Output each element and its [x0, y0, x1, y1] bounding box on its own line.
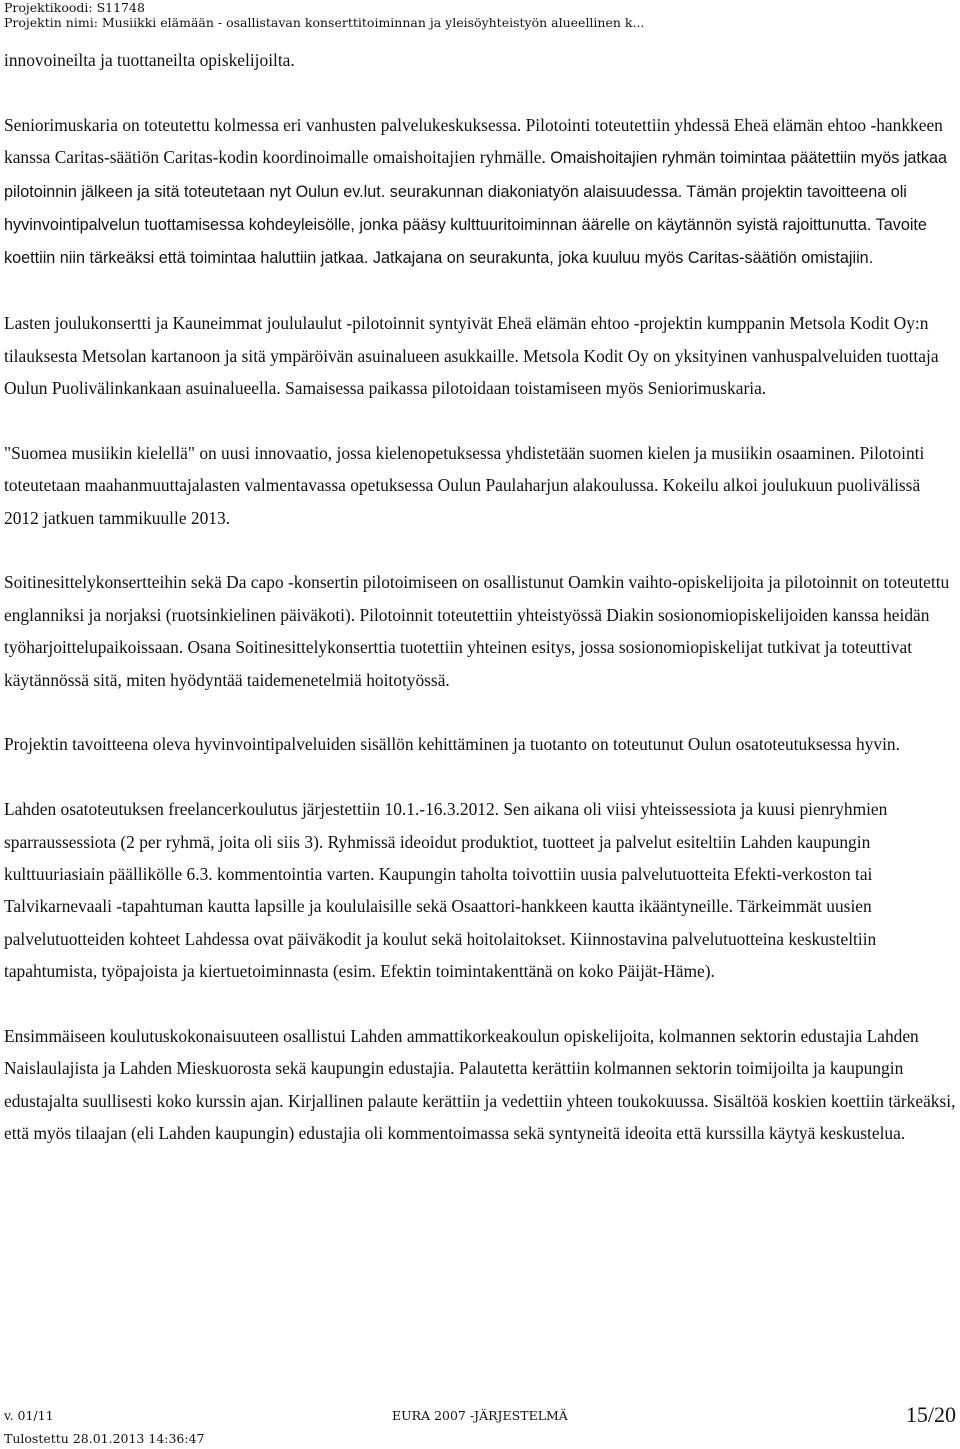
- paragraph-text: "Suomea musiikin kielellä" on uusi innovaatio, jossa kielenopetuksessa yhdistetään suomen kielen ja musiikin osaaminen. Pilotointi toteutetaan maahanmuuttajalasten valmentavassa opetuksessa Oulun Paulaharjun alakoulussa. Kokeilu alkoi joulukuun puolivälissä 2012 jatkuen tammikuulle 2013.: [4, 442, 925, 528]
- project-code: Projektikoodi: S11748: [4, 0, 145, 15]
- paragraph: [4, 728, 959, 760]
- print-timestamp: Tulostettu 28.01.2013 14:36:47: [4, 1431, 205, 1446]
- project-name: Projektin nimi: Musiikki elämään - osallistavan konserttitoiminnan ja yleisöyhteistyön alueellinen k...: [4, 15, 645, 30]
- paragraph-text: Lahden osatoteutuksen freelancerkoulutus järjestettiin 10.1.-16.3.2012. Sen aikana oli viisi yhteissessiota ja kuusi pienryhmien sparraussessiota (2 per ryhmä, joita oli siis 3). Ryhmissä ideoidut produktiot, tuotteet ja palvelut esiteltiin Lahden kaupungin kulttuuriasiain päällikölle 6.3. kommentointia varten. Kaupungin taholta toivottiin uusia palvelutuotteita Efekti-verkoston tai Talvikarnevaali -tapahtuman kautta lapsille ja koululaisille sekä Osaattori-hankkeen kautta ikääntyneille. Tärkeimmät uusien palvelutuotteiden kohteet Lahdessa ovat päiväkodit ja koulut sekä hoitolaitokset. Kiinnostavina palvelutuotteina keskusteltiin tapahtumista, työpajoista ja kiertuetoiminnasta (esim. Efektin toimintakenttänä on koko Päijät-Häme).: [4, 799, 888, 982]
- paragraph-text-sans: Omaishoitajien ryhmän toimintaa päätettiin myös jatkaa pilotoinnin jälkeen ja sitä toteutetaan nyt Oulun ev.lut. seurakunnan diakoniatyön alaisuudessa. Tämän projektin tavoitteena oli hyvinvointipalvelun tuottamisessa kohdeyleisölle, jonka pääsy kulttuuritoiminnan äärelle on käytännön syistä rajoittunutta. Tavoite koettiin niin tärkeäksi että toimintaa haluttiin jatkaa. Jatkajana on seurakunta, joka kuuluu myös Caritas-säätiön omistajiin.: [4, 149, 948, 268]
- page-number: 15/20: [905, 1402, 956, 1427]
- page-footer: [0, 1402, 960, 1449]
- paragraph: [4, 307, 959, 404]
- paragraph: [4, 437, 959, 534]
- page-header: [4, 0, 644, 30]
- paragraph-text: Projektin tavoitteena oleva hyvinvointipalveluiden sisällön kehittäminen ja tuotanto on toteutunut Oulun osatoteutuksessa hyvin.: [4, 734, 900, 755]
- paragraph: [4, 44, 959, 76]
- paragraph: [4, 566, 959, 696]
- paragraph-text: Soitinesittelykonsertteihin sekä Da capo -konsertin pilotoimiseen on osallistunut Oamkin vaihto-opiskelijoita ja pilotoinnit on toteutettu englanniksi ja norjaksi (ruotsinkielinen päiväkoti). Pilotoinnit toteutettiin yhteistyössä Diakin sosionomiopiskelijoiden kanssa heidän työharjoittelupaikoissaan. Osana Soitinesittelykonserttia tuotettiin yhteinen esitys, jossa sosionomiopiskelijat tutkivat ja toteuttivat käytännössä sitä, miten hyödyntää taidemenetelmiä hoitotyössä.: [4, 572, 950, 690]
- paragraph-text: Lasten joulukonsertti ja Kauneimmat joululaulut -pilotoinnit syntyivät Eheä elämän ehtoo -projektin kumppanin Metsola Kodit Oy:n tilauksesta Metsolan kartanoon ja sitä ympäröivän asuinalueen asukkaille. Metsola Kodit Oy on yksityinen vanhuspalveluiden tuottaja Oulun Puolivälinkankaan asuinalueella. Samaisessa paikassa pilotoidaan toistamiseen myös Seniorimuskaria.: [4, 313, 939, 399]
- paragraph-text: innovoineilta ja tuottaneilta opiskelijoilta.: [4, 50, 295, 70]
- document-body: [4, 44, 959, 1182]
- footer-version: v. 01/11: [4, 1408, 54, 1423]
- paragraph-text: Ensimmäiseen koulutuskokonaisuuteen osallistui Lahden ammattikorkeakoulun opiskelijoita, kolmannen sektorin edustajia Lahden Naislaulajista ja Lahden Mieskuorosta sekä kaupungin edustajia. Palautetta kerättiin kolmannen sektorin toimijoilta ja kaupungin edustajalta suullisesti koko kurssin ajan. Kirjallinen palaute kerättiin ja vedettiin yhteen toukokuussa. Sisältöä koskien koettiin tärkeäksi, että myös tilaajan (eli Lahden kaupungin) edustajia oli kommentoimassa sekä syntyneitä ideoita että kurssilla käytyä keskustelua.: [4, 1026, 956, 1144]
- paragraph: [4, 793, 959, 987]
- footer-system: EURA 2007 -JÄRJESTELMÄ: [392, 1408, 568, 1423]
- paragraph-text: Seniorimuskaria on toteutettu kolmessa eri vanhusten palvelukeskuksessa. Pilotointi toteutettiin yhdessä Eheä elämän ehtoo -hankkeen kanssa Caritas-säätiön Caritas-kodin koordinoimalle omaishoitajien ryhmälle.: [4, 114, 943, 168]
- paragraph: [4, 109, 959, 275]
- paragraph: [4, 1020, 959, 1150]
